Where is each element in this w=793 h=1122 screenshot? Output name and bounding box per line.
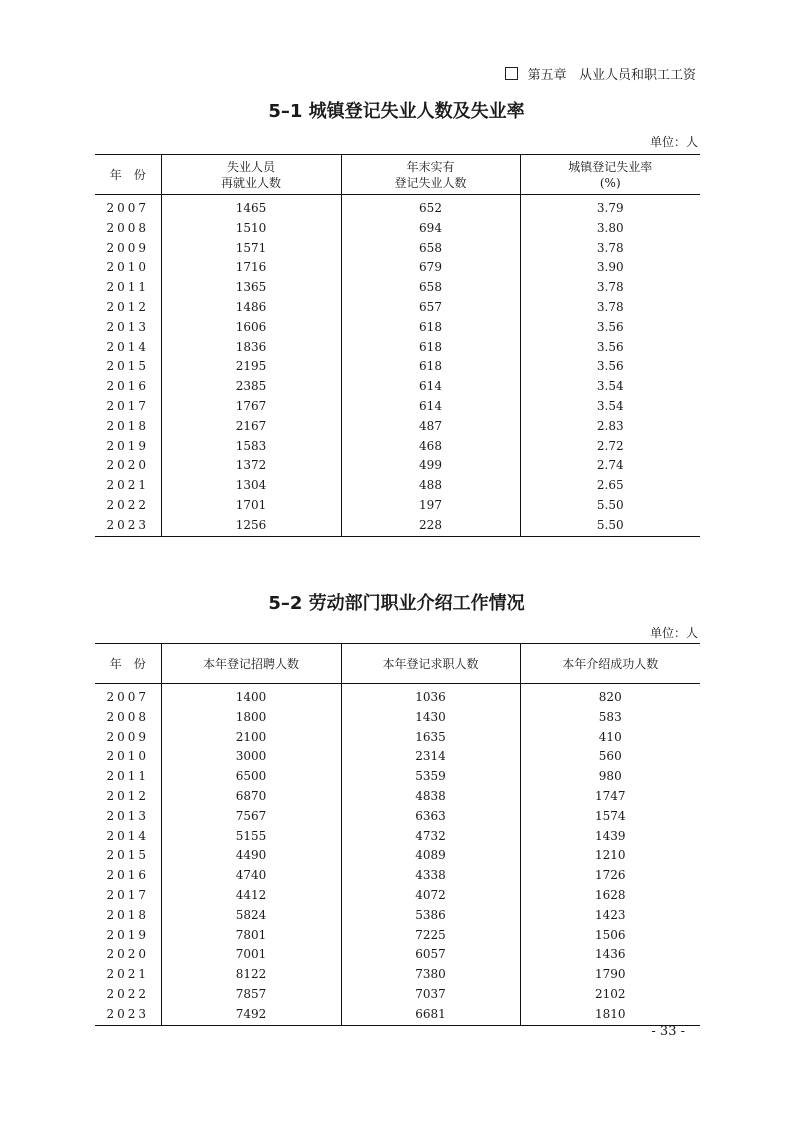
value-cell: 2.74 xyxy=(520,456,700,476)
value-cell: 2102 xyxy=(520,985,700,1005)
value-cell: 499 xyxy=(341,456,520,476)
value-cell: 1583 xyxy=(161,437,341,457)
value-cell: 5824 xyxy=(161,906,341,926)
value-cell: 6057 xyxy=(341,945,520,965)
table-row xyxy=(95,397,700,417)
value-cell: 1430 xyxy=(341,708,520,728)
value-cell: 1372 xyxy=(161,456,341,476)
value-cell: 7801 xyxy=(161,926,341,946)
table-row xyxy=(95,886,700,906)
table2-header-recruitment: 本年登记招聘人数 xyxy=(161,644,341,684)
value-cell: 3.79 xyxy=(520,195,700,219)
value-cell: 6870 xyxy=(161,787,341,807)
value-cell: 410 xyxy=(520,728,700,748)
value-cell: 583 xyxy=(520,708,700,728)
value-cell: 3.80 xyxy=(520,219,700,239)
value-cell: 6500 xyxy=(161,767,341,787)
year-cell: 2023 xyxy=(95,516,161,536)
value-cell: 1256 xyxy=(161,516,341,536)
table-row xyxy=(95,1005,700,1025)
value-cell: 5155 xyxy=(161,827,341,847)
year-cell: 2015 xyxy=(106,848,150,863)
table-row xyxy=(95,747,700,767)
value-cell: 658 xyxy=(341,239,520,259)
table1-unit: 单位：人 xyxy=(649,135,698,149)
year-cell: 2011 xyxy=(106,769,150,784)
table-row xyxy=(95,338,700,358)
value-cell: 560 xyxy=(520,747,700,767)
year-cell: 2018 xyxy=(106,418,150,433)
table1-header-registered-unemployed xyxy=(341,155,520,195)
value-cell: 1365 xyxy=(161,278,341,298)
table-row xyxy=(95,708,700,728)
value-cell: 2.72 xyxy=(520,437,700,457)
value-cell: 614 xyxy=(341,397,520,417)
value-cell: 1486 xyxy=(161,298,341,318)
table-row xyxy=(95,496,700,516)
value-cell: 1400 xyxy=(161,684,341,708)
table-row xyxy=(95,965,700,985)
value-cell: 4072 xyxy=(341,886,520,906)
value-cell: 6681 xyxy=(341,1005,520,1025)
year-cell: 2007 xyxy=(106,690,150,704)
value-cell: 4732 xyxy=(341,827,520,847)
value-cell: 652 xyxy=(341,195,520,219)
value-cell: 4412 xyxy=(161,886,341,906)
value-cell: 3.78 xyxy=(520,298,700,318)
value-cell: 3.54 xyxy=(520,397,700,417)
chapter-box-icon xyxy=(505,67,518,80)
value-cell: 1810 xyxy=(520,1005,700,1025)
table-row xyxy=(95,985,700,1005)
table2-title: 5–2 劳动部门职业介绍工作情况 xyxy=(268,593,525,614)
year-cell: 2016 xyxy=(106,379,150,394)
table-row xyxy=(95,476,700,496)
table1-header-rate-line2: (%) xyxy=(599,175,621,190)
year-cell: 2008 xyxy=(106,220,150,235)
value-cell: 2385 xyxy=(161,377,341,397)
table-row xyxy=(95,318,700,338)
table1-header-registered-line2: 登记失业人数 xyxy=(394,175,467,190)
table1-header-reemployed xyxy=(161,155,341,195)
value-cell: 3000 xyxy=(161,747,341,767)
value-cell: 487 xyxy=(341,417,520,437)
year-cell: 2010 xyxy=(106,749,150,764)
year-cell: 2008 xyxy=(106,709,150,724)
value-cell: 1701 xyxy=(161,496,341,516)
table2-header-job-seekers: 本年登记求职人数 xyxy=(341,644,520,684)
table-row xyxy=(95,945,700,965)
value-cell: 657 xyxy=(341,298,520,318)
value-cell: 7037 xyxy=(341,985,520,1005)
table1-header-unemployment-rate xyxy=(520,155,700,195)
value-cell: 1510 xyxy=(161,219,341,239)
value-cell: 1210 xyxy=(520,846,700,866)
table1-title: 5–1 城镇登记失业人数及失业率 xyxy=(268,101,525,122)
table-row xyxy=(95,195,700,219)
table-row xyxy=(95,827,700,847)
value-cell: 1506 xyxy=(520,926,700,946)
table-row xyxy=(95,787,700,807)
table-row xyxy=(95,417,700,437)
table2-unit: 单位：人 xyxy=(649,626,698,640)
value-cell: 1836 xyxy=(161,338,341,358)
value-cell: 7380 xyxy=(341,965,520,985)
value-cell: 1790 xyxy=(520,965,700,985)
value-cell: 7567 xyxy=(161,807,341,827)
year-cell: 2014 xyxy=(106,339,150,354)
table2-header-row xyxy=(95,644,700,684)
year-cell: 2020 xyxy=(106,458,150,473)
year-cell: 2017 xyxy=(106,887,150,902)
table1-header-registered-line1: 年末实有 xyxy=(406,159,455,174)
value-cell: 980 xyxy=(520,767,700,787)
value-cell: 2.65 xyxy=(520,476,700,496)
value-cell: 468 xyxy=(341,437,520,457)
year-cell: 2009 xyxy=(106,240,150,255)
value-cell: 820 xyxy=(520,684,700,708)
table1-header-reemployed-line1: 失业人员 xyxy=(226,159,275,174)
value-cell: 618 xyxy=(341,338,520,358)
value-cell: 2314 xyxy=(341,747,520,767)
value-cell: 1606 xyxy=(161,318,341,338)
value-cell: 4740 xyxy=(161,866,341,886)
table-row xyxy=(95,357,700,377)
table-row xyxy=(95,516,700,536)
value-cell: 3.56 xyxy=(520,357,700,377)
year-cell: 2021 xyxy=(106,478,150,493)
value-cell: 3.90 xyxy=(520,258,700,278)
value-cell: 3.56 xyxy=(520,338,700,358)
table1-header-row xyxy=(95,155,700,195)
value-cell: 2167 xyxy=(161,417,341,437)
year-cell: 2013 xyxy=(106,808,150,823)
year-cell: 2013 xyxy=(106,319,150,334)
year-cell: 2020 xyxy=(106,947,150,962)
year-cell: 2018 xyxy=(106,907,150,922)
table1-body xyxy=(95,195,700,537)
table-row xyxy=(95,684,700,708)
page-number: - 33 - xyxy=(651,1024,685,1039)
value-cell: 7857 xyxy=(161,985,341,1005)
value-cell: 5386 xyxy=(341,906,520,926)
value-cell: 7001 xyxy=(161,945,341,965)
table1-header-rate-line1: 城镇登记失业率 xyxy=(568,159,653,174)
year-cell: 2012 xyxy=(106,299,150,314)
table1-header-reemployed-line2: 再就业人数 xyxy=(220,175,281,190)
value-cell: 228 xyxy=(341,516,520,536)
value-cell: 3.78 xyxy=(520,239,700,259)
value-cell: 1465 xyxy=(161,195,341,219)
year-cell: 2022 xyxy=(106,497,150,512)
value-cell: 5.50 xyxy=(520,496,700,516)
table-row xyxy=(95,298,700,318)
value-cell: 1800 xyxy=(161,708,341,728)
value-cell: 694 xyxy=(341,219,520,239)
table-row xyxy=(95,258,700,278)
value-cell: 1423 xyxy=(520,906,700,926)
value-cell: 3.56 xyxy=(520,318,700,338)
chapter-header xyxy=(505,64,696,83)
year-cell: 2021 xyxy=(106,967,150,982)
table-row xyxy=(95,866,700,886)
year-cell: 2014 xyxy=(106,828,150,843)
value-cell: 2195 xyxy=(161,357,341,377)
table1-header-year: 年 份 xyxy=(95,155,161,195)
year-cell: 2012 xyxy=(106,788,150,803)
value-cell: 4838 xyxy=(341,787,520,807)
table-row xyxy=(95,456,700,476)
value-cell: 658 xyxy=(341,278,520,298)
table-row xyxy=(95,437,700,457)
table2-header-placements: 本年介绍成功人数 xyxy=(520,644,700,684)
value-cell: 5359 xyxy=(341,767,520,787)
table2-header-year: 年 份 xyxy=(95,644,161,684)
value-cell: 2100 xyxy=(161,728,341,748)
value-cell: 7225 xyxy=(341,926,520,946)
value-cell: 3.78 xyxy=(520,278,700,298)
year-cell: 2015 xyxy=(106,359,150,374)
year-cell: 2017 xyxy=(106,398,150,413)
value-cell: 5.50 xyxy=(520,516,700,536)
value-cell: 197 xyxy=(341,496,520,516)
year-cell: 2022 xyxy=(106,986,150,1001)
value-cell: 4490 xyxy=(161,846,341,866)
value-cell: 679 xyxy=(341,258,520,278)
table-row xyxy=(95,846,700,866)
value-cell: 1574 xyxy=(520,807,700,827)
value-cell: 1036 xyxy=(341,684,520,708)
table2-body xyxy=(95,684,700,1026)
table-row xyxy=(95,807,700,827)
value-cell: 1726 xyxy=(520,866,700,886)
year-cell: 2010 xyxy=(106,260,150,275)
value-cell: 1304 xyxy=(161,476,341,496)
year-cell: 2009 xyxy=(106,729,150,744)
value-cell: 1439 xyxy=(520,827,700,847)
value-cell: 1716 xyxy=(161,258,341,278)
value-cell: 6363 xyxy=(341,807,520,827)
table-row xyxy=(95,377,700,397)
year-cell: 2019 xyxy=(106,927,150,942)
table2 xyxy=(95,643,700,1026)
value-cell: 4089 xyxy=(341,846,520,866)
value-cell: 1635 xyxy=(341,728,520,748)
year-cell: 2023 xyxy=(95,1005,161,1025)
table-row xyxy=(95,728,700,748)
chapter-header-text: 第五章 从业人员和职工工资 xyxy=(527,68,696,83)
year-cell: 2019 xyxy=(106,438,150,453)
table-row xyxy=(95,219,700,239)
year-cell: 2007 xyxy=(106,201,150,215)
value-cell: 1767 xyxy=(161,397,341,417)
value-cell: 1436 xyxy=(520,945,700,965)
table-row xyxy=(95,926,700,946)
table1 xyxy=(95,154,700,537)
value-cell: 1571 xyxy=(161,239,341,259)
value-cell: 7492 xyxy=(161,1005,341,1025)
value-cell: 4338 xyxy=(341,866,520,886)
value-cell: 1747 xyxy=(520,787,700,807)
table-row xyxy=(95,906,700,926)
table-row xyxy=(95,278,700,298)
year-cell: 2011 xyxy=(106,280,150,295)
table-row xyxy=(95,767,700,787)
table-row xyxy=(95,239,700,259)
value-cell: 2.83 xyxy=(520,417,700,437)
value-cell: 8122 xyxy=(161,965,341,985)
value-cell: 3.54 xyxy=(520,377,700,397)
year-cell: 2016 xyxy=(106,868,150,883)
value-cell: 618 xyxy=(341,357,520,377)
value-cell: 488 xyxy=(341,476,520,496)
value-cell: 1628 xyxy=(520,886,700,906)
value-cell: 614 xyxy=(341,377,520,397)
value-cell: 618 xyxy=(341,318,520,338)
